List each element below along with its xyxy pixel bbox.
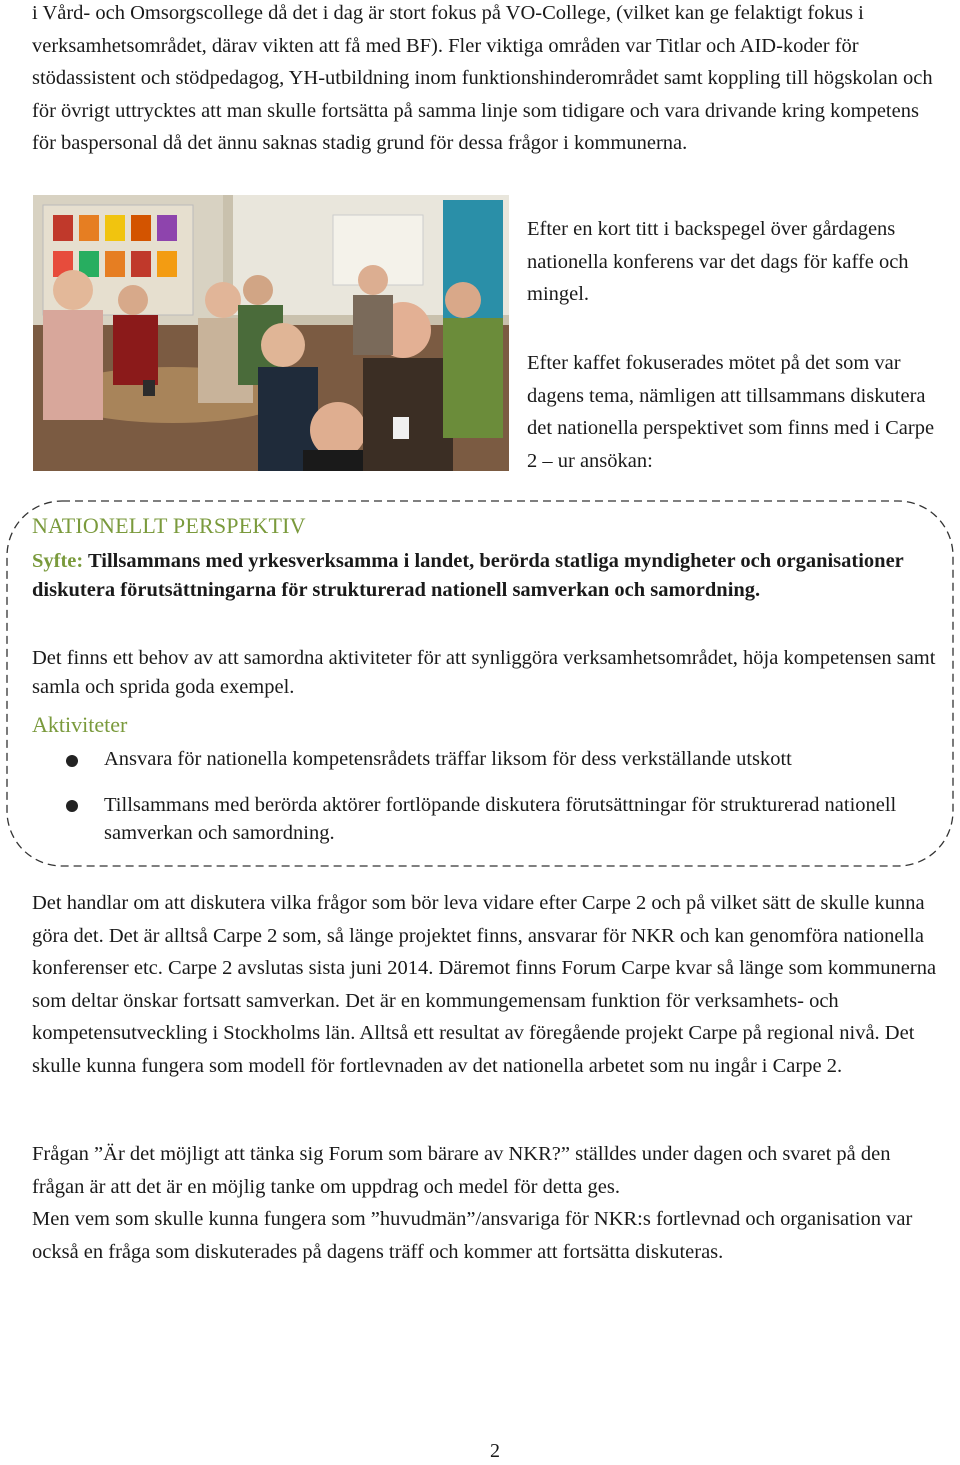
forum-question-paragraph: Frågan ”Är det möjligt att tänka sig Forum som bärare av NKR?” ställdes under dagen och svaret på den frågan är att det är en möjlig tanke om uppdrag och medel för detta ges. bbox=[32, 1143, 891, 1198]
coffee-paragraph: Efter en kort titt i backspegel över gårdagens nationella konferens var det dags för kaffe och mingel. bbox=[527, 218, 909, 305]
organisation-paragraph: Men vem som skulle kunna fungera som ”huvudmän”/ansvariga för NKR:s fortlevnad och organisation var också en fråga som diskuterades på dagens träff och kommer att fortsätta diskuteras. bbox=[32, 1208, 913, 1263]
intro-paragraph: i Vård- och Omsorgscollege då det i dag är stort fokus på VO-College, (vilket kan ge felaktigt fokus i verksamhetsområdet, därav vikten att få med BF). Fler viktiga områden var Titlar och AID-koder för stödassistent och stödpedagog, YH-utbildning inom funktionshinderområdet samt koppling till högskolan och för övrigt uttrycktes att man skulle fortsätta på samma linje som tidigare och vara drivande kring kompetens för baspersonal då det ännu saknas stadig grund för dessa frågor i kommunerna. bbox=[32, 2, 933, 154]
bullet-icon bbox=[66, 755, 78, 767]
aim-label: Syfte: bbox=[32, 550, 84, 572]
need-text: Det finns ett behov av att samordna aktiviteter för att synliggöra verksamhetsområdet, höja kompetensen samt samla och sprida goda exempel. bbox=[32, 647, 936, 698]
activity-item: Ansvara för nationella kompetensrådets träffar liksom för dess verkställande utskott bbox=[104, 748, 792, 770]
carpe-paragraph: Det handlar om att diskutera vilka frågor som bör leva vidare efter Carpe 2 och på vilket sätt de skulle kunna göra det. Det är alltså Carpe 2 som, så länge projektet finns, ansvarar för NKR och kan genomföra nationella konferenser etc. Carpe 2 avslutas sista juni 2014. Däremot finns Forum Carpe kvar så länge som kommunerna som deltar önskar fortsatt samverkan. Det är en kommungemensam funktion för verksamhets- och kompetensutveckling i Stockholms län. Alltså ett resultat av föregående projekt Carpe på regional nivå. Det skulle kunna fungera som modell för fortlevnaden av det nationella arbetet som nu ingår i Carpe 2. bbox=[32, 892, 937, 1077]
aim-text bbox=[32, 547, 932, 604]
theme-paragraph: Efter kaffet fokuserades mötet på det som var dagens tema, nämligen att tillsammans diskutera det nationella perspektivet som finns med i Carpe 2 – ur ansökan: bbox=[527, 352, 935, 472]
box-title: NATIONELLT PERSPEKTIV bbox=[32, 513, 306, 538]
meeting-photo bbox=[33, 195, 509, 471]
activity-item: Tillsammans med berörda aktörer fortlöpande diskutera förutsättningar för strukturerad nationell samverkan och samordning. bbox=[104, 794, 897, 844]
meeting-photo-illustration bbox=[33, 195, 509, 471]
activities-title: Aktiviteter bbox=[32, 712, 128, 737]
page-number: 2 bbox=[490, 1440, 500, 1462]
bullet-icon bbox=[66, 800, 78, 812]
aim-body: Tillsammans med yrkesverksamma i landet, berörda statliga myndigheter och organisationer diskutera förutsättningarna för strukturerad nationell samverkan och samordning. bbox=[32, 550, 904, 601]
